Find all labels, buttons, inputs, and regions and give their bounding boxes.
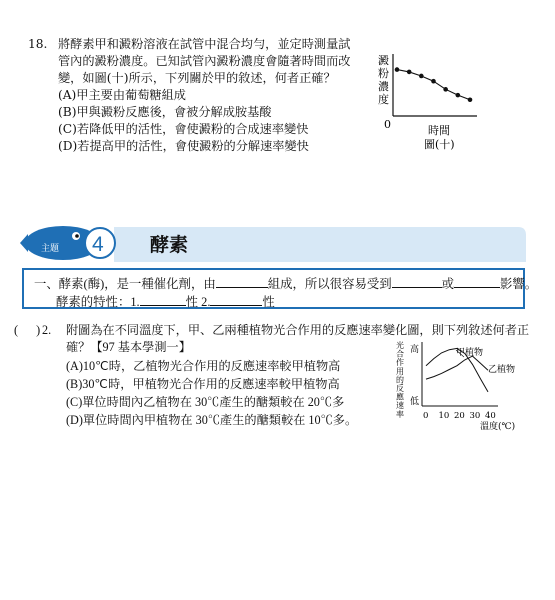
- y-axis-label-char: 用: [396, 366, 404, 376]
- y-axis-label-char: 合: [396, 349, 404, 359]
- topic-title: 酵素: [150, 234, 189, 256]
- x-tick-label: 0: [423, 411, 429, 421]
- y-axis-label-char: 澱: [378, 54, 389, 67]
- y-low-label: 低: [410, 397, 420, 407]
- blank: [140, 293, 186, 306]
- question-number: 18.: [28, 37, 48, 51]
- starch-concentration-chart: [370, 48, 510, 158]
- data-point: [419, 74, 424, 79]
- y-axis-label-char: 光: [396, 341, 404, 350]
- blank: [392, 275, 442, 288]
- data-point: [468, 97, 473, 102]
- question-stem-line: 附圖為在不同溫度下，甲、乙兩種植物光合作用的反應速率變化圖，則下列敘述何者正: [66, 323, 530, 337]
- x-tick-label: 40: [485, 411, 496, 421]
- y-axis-label-char: 粉: [378, 67, 389, 80]
- option-c: (C)若降低甲的活性，會使澱粉的合成速率變快: [58, 122, 309, 136]
- y-axis-label-char: 應: [396, 392, 404, 402]
- topic-prefix: 主題: [41, 243, 60, 253]
- plot-area: [395, 67, 473, 102]
- y-axis-label-char: 濃: [378, 80, 389, 93]
- x-tick-label: 10: [438, 411, 450, 421]
- concept-line-1: 一、酵素(酶)，是一種催化劑，由 組成，所以很容易受到 或 影響。: [34, 277, 538, 291]
- x-tick-label: 20: [454, 411, 465, 421]
- data-point: [395, 67, 400, 72]
- topic-banner: [18, 222, 528, 264]
- data-point: [456, 93, 461, 98]
- x-tick-labels: [423, 411, 496, 421]
- option-d: (D)單位時間內甲植物在 30℃產生的醣類較在 10℃多。: [66, 413, 358, 427]
- question-stem-line: 變，如圖(十)所示，下列關於甲的敘述，何者正確？: [58, 71, 336, 85]
- option-c: (C)單位時間內乙植物在 30℃產生的醣類較在 20℃多: [66, 395, 345, 409]
- y-high-label: 高: [410, 345, 420, 355]
- topic-number: 4: [92, 233, 104, 256]
- series-label-yi: 乙植物: [488, 365, 516, 375]
- option-b: (B)30℃時，甲植物光合作用的反應速率較甲植物高: [66, 377, 340, 391]
- figure-caption: 圖(十): [424, 138, 455, 151]
- series-label-jia: 甲植物: [456, 348, 484, 358]
- option-b: (B)甲與澱粉反應後，會被分解成胺基酸: [58, 105, 272, 119]
- blank: [216, 275, 268, 288]
- answer-bracket[interactable]: ( ): [14, 323, 41, 337]
- question-number: 2.: [42, 323, 52, 337]
- option-d: (D)若提高甲的活性，會使澱粉的分解速率變快: [58, 139, 309, 153]
- y-axis-label-char: 作: [396, 358, 404, 368]
- question-body: [58, 36, 378, 155]
- x-axis-label: 溫度(℃): [480, 422, 516, 432]
- y-axis-label-char: 率: [396, 409, 404, 419]
- question-stem-line: 確？【97 基本學測一】: [66, 340, 191, 354]
- blank: [454, 275, 500, 288]
- y-axis-label: [396, 340, 405, 419]
- options-list: [66, 358, 396, 430]
- question-stem-line: 管內的澱粉濃度。已知試管內澱粉濃度會隨著時間而改: [58, 54, 351, 68]
- y-axis-label-char: 反: [396, 384, 404, 393]
- concept-line-2: 酵素的特性：1. 性 2. 性: [56, 295, 275, 309]
- option-a: (A)10℃時，乙植物光合作用的反應速率較甲植物高: [66, 359, 341, 373]
- y-axis-label-char: 度: [378, 93, 389, 106]
- y-axis-label-char: 速: [396, 401, 404, 411]
- origin-label: 0: [384, 118, 391, 131]
- option-a: (A)甲主要由葡萄糖組成: [58, 88, 186, 102]
- data-point: [407, 70, 412, 75]
- blank: [210, 293, 262, 306]
- data-point: [431, 79, 436, 84]
- y-axis-label-char: 的: [396, 375, 404, 385]
- question-stem-line: 將酵素甲和澱粉溶液在試管中混合均勻，並定時測量試: [58, 37, 351, 51]
- data-point: [443, 87, 448, 92]
- concept-box: [22, 268, 538, 309]
- x-tick-label: 30: [469, 411, 481, 421]
- photosynthesis-rate-chart: [390, 338, 540, 434]
- x-axis-label: 時間: [428, 124, 450, 137]
